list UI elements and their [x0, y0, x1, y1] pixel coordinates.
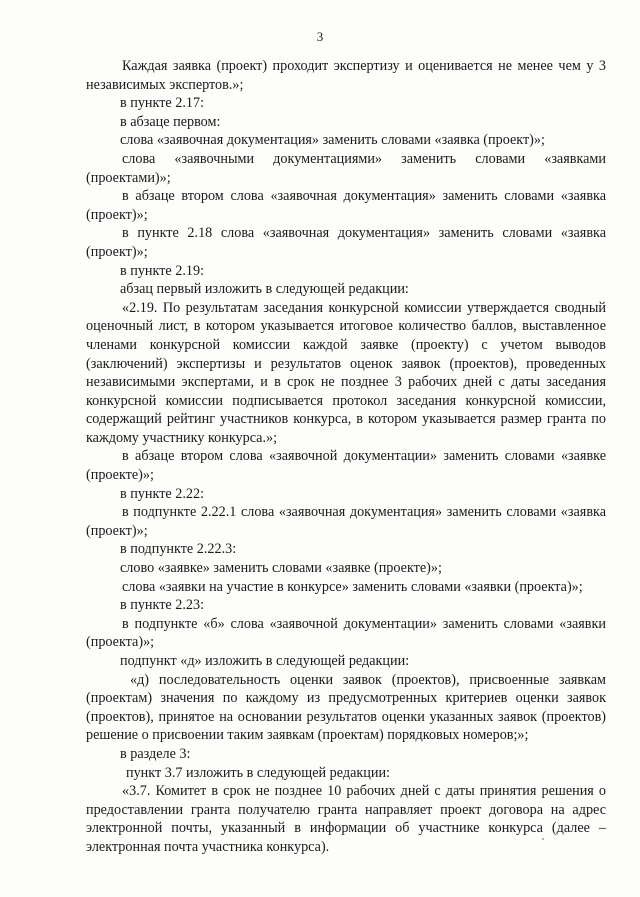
paragraph: в разделе 3:	[120, 745, 191, 762]
paragraph: слова «заявки на участие в конкурсе» заменить словами «заявки (проекта)»;	[122, 578, 583, 595]
document-body	[86, 57, 606, 857]
paragraph: «д) последовательность оценки заявок (проектов), присвоенные заявкам (проектам) значения по каждому из предусмотренных критериев оценки заявок (проектов), принятое на основании результатов оценки указанных заявок (проектов) решение о присвоении таким заявкам (проектам) порядковых номеров;»;	[86, 671, 606, 744]
paragraph: в подпункте 2.22.3:	[120, 541, 237, 558]
paragraph: слова «заявочная документация» заменить словами «заявка (проект)»;	[120, 132, 545, 149]
paragraph: подпункт «д» изложить в следующей редакции:	[120, 653, 410, 669]
page-number: 3	[316, 29, 324, 44]
paragraph: «2.19. По результатам заседания конкурсной комиссии утверждается сводный оценочный лист, в котором указывается итоговое количество баллов, выставленное членами конкурсной комиссии каждой заявке (проекту) с учетом выводов (заключений) экспертизы и результатов оценок заявок (проектов), проведенных независимыми экспертами, и в срок не позднее 3 рабочих дней с даты заседания конкурсной комиссии подписывается протокол заседания конкурсной комиссии, содержащий рейтинг участников конкурса, в котором указывается размер гранта по каждому участнику конкурса.»;	[86, 299, 606, 446]
paragraph: в пункте 2.23:	[120, 597, 205, 614]
paragraph: «3.7. Комитет в срок не позднее 10 рабочих дней с даты принятия решения о предоставлении гранта получателю гранта направляет проект договора на адрес электронной почты, указанный в информации об участнике конкурса (далее – электронная почта участника конкурса).	[86, 783, 606, 855]
paragraph: в абзаце первом:	[120, 113, 221, 130]
paragraph: в пункте 2.19:	[120, 262, 205, 279]
paragraph: абзац первый изложить в следующей редакции:	[120, 281, 409, 298]
paragraph: Каждая заявка (проект) проходит экспертизу и оценивается не менее чем у 3 независимых экспертов.»;	[86, 58, 606, 93]
paragraph: в абзаце втором слова «заявочная документация» заменить словами «заявка (проект)»;	[86, 188, 606, 223]
paragraph: в пункте 2.22:	[120, 485, 205, 502]
scan-speck	[542, 838, 544, 840]
paragraph: в абзаце втором слова «заявочной документации» заменить словами «заявке (проекте)»;	[86, 448, 606, 484]
paragraph: слова «заявочными документациями» заменить словами «заявками (проектами)»;	[86, 150, 606, 186]
paragraph: пункт 3.7 изложить в следующей редакции:	[126, 764, 390, 781]
paragraph: в подпункте «б» слова «заявочной документации» заменить словами «заявки (проекта)»;	[86, 615, 606, 651]
paragraph: слово «заявке» заменить словами «заявке (проекте)»;	[120, 560, 442, 577]
paragraph: в пункте 2.18 слова «заявочная документация» заменить словами «заявка (проект)»;	[86, 225, 606, 260]
paragraph: в подпункте 2.22.1 слова «заявочная документация» заменить словами «заявка (проект)»;	[86, 504, 606, 539]
paragraph: в пункте 2.17:	[120, 95, 205, 112]
